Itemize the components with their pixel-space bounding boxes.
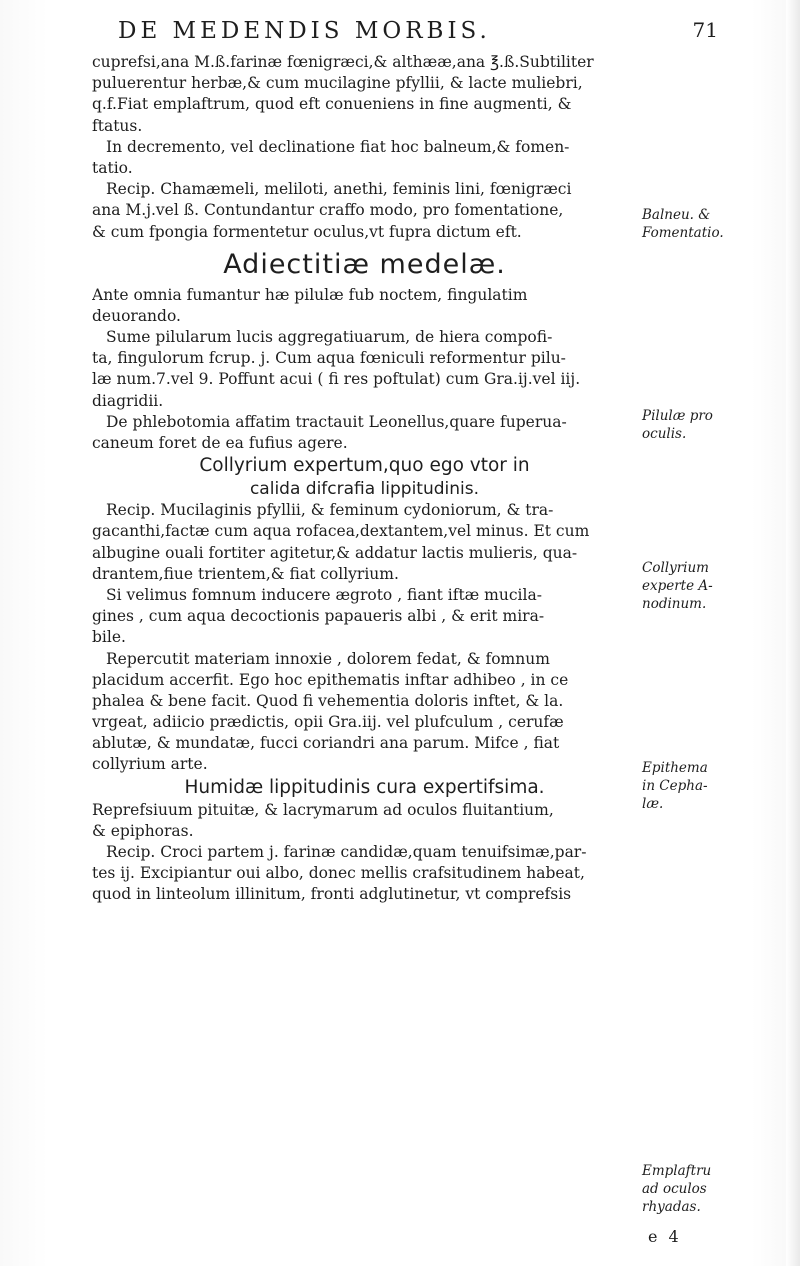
margin-note-experte: experte A- xyxy=(642,578,713,594)
text-line: Recip. Mucilaginis pfyllii, & feminum cydoniorum, & tra- xyxy=(106,501,554,520)
text-line: ana M.j.vel ß. Contundantur craffo modo, pro fomentatione, xyxy=(92,201,564,220)
section-heading-humidae: Humidæ lippitudinis cura expertifsima. xyxy=(184,776,545,798)
text-line: Ante omnia fumantur hæ pilulæ fub noctem, fingulatim xyxy=(92,285,528,304)
text-line: De phlebotomia affatim tractauit Leonellus,quare fuperua- xyxy=(106,412,567,431)
text-line: collyrium arte. xyxy=(92,755,208,774)
signature-mark: e 4 xyxy=(648,1227,682,1246)
margin-note-balneum: Balneu. & xyxy=(642,207,711,223)
text-line: Recip. Croci partem j. farinæ candidæ,quam tenuifsimæ,par- xyxy=(106,843,587,861)
text-line: drantem,fiue trientem,& fiat collyrium. xyxy=(92,564,399,583)
text-line: placidum accerfit. Ego hoc epithematis inftar adhibeo , in ce xyxy=(92,670,569,689)
text-line: gines , cum aqua decoctionis papaueris albi , & erit mira- xyxy=(92,607,545,626)
margin-note-fomentatio: Fomentatio. xyxy=(642,225,724,241)
margin-note-rhyadas: rhyadas. xyxy=(642,1199,701,1215)
margin-note-ad-oculos: ad oculos xyxy=(642,1181,707,1197)
text-line: caneum foret de ea fufius agere. xyxy=(92,434,348,452)
text-line: phalea & bene facit. Quod fi vehementia doloris inftet, & la. xyxy=(92,691,564,710)
margin-note-collyrium: Collyrium xyxy=(642,560,709,576)
text-line: cuprefsi,ana M.ß.farinæ fœnigræci,& althææ,ana ℥.ß.Subtiliter xyxy=(92,53,594,71)
text-line: q.f.Fiat emplaftrum, quod eft conueniens in fine augmenti, & xyxy=(92,95,572,114)
margin-note-pilulae: Pilulæ pro xyxy=(642,408,713,424)
text-line: bile. xyxy=(92,628,126,647)
text-line: gacanthi,factæ cum aqua rofacea,dextantem,vel minus. Et cum xyxy=(92,522,590,541)
text-line: puluerentur herbæ,& cum mucilagine pfyllii, & lacte muliebri, xyxy=(92,74,583,93)
text-line: Sume pilularum lucis aggregatiuarum, de hiera compofi- xyxy=(106,328,553,347)
text-line: diagridii. xyxy=(92,391,164,410)
margin-note-emplastrum: Emplaftru xyxy=(642,1163,712,1179)
body-text xyxy=(92,52,637,906)
text-line: ta, fingulorum fcrup. j. Cum aqua fœniculi reformentur pilu- xyxy=(92,349,566,368)
text-line: & cum fpongia formentetur oculus,vt fupra dictum eft. xyxy=(92,222,522,241)
text-line: Repercutit materiam innoxie , dolorem fedat, & fomnum xyxy=(106,649,550,668)
text-line: ablutæ, & mundatæ, fucci coriandri ana parum. Mifce , fiat xyxy=(92,734,560,753)
margin-notes xyxy=(642,0,792,1266)
margin-note-oculis: oculis. xyxy=(642,426,687,442)
text-line: Reprefsiuum pituitæ, & lacrymarum ad oculos fluitantium, xyxy=(92,800,554,819)
text-line: quod in linteolum illinitum, fronti adglutinetur, vt comprefsis xyxy=(92,885,572,904)
section-heading-collyrium: Collyrium expertum,quo ego vtor in xyxy=(199,455,530,477)
page-number: 71 xyxy=(692,18,718,42)
text-line: vrgeat, adiicio prædictis, opii Gra.iij. vel plufculum , cerufæ xyxy=(92,713,564,732)
text-line: In decremento, vel declinatione fiat hoc balneum,& fomen- xyxy=(106,137,570,156)
margin-note-cephalae: in Cepha- xyxy=(642,778,708,794)
text-line: Recip. Chamæmeli, meliloti, anethi, feminis lini, fœnigræci xyxy=(106,180,572,199)
text-line: & epiphoras. xyxy=(92,821,194,840)
text-line: læ num.7.vel 9. Poffunt acui ( fi res poftulat) cum Gra.ij.vel iij. xyxy=(92,370,581,389)
page-header xyxy=(118,18,718,52)
text-line: deuorando. xyxy=(92,306,181,325)
text-line: albugine ouali fortiter agitetur,& addatur lactis mulieris, qua- xyxy=(92,543,578,562)
margin-note-epithema: Epithema xyxy=(642,760,708,776)
text-line: ftatus. xyxy=(92,116,143,135)
margin-note-nodinum: nodinum. xyxy=(642,596,707,612)
text-line: tes ij. Excipiantur oui albo, donec mellis crafsitudinem habeat, xyxy=(92,864,585,883)
section-subheading-collyrium: calida difcrafia lippitudinis. xyxy=(249,479,480,500)
margin-note-cephalae-end: læ. xyxy=(642,796,664,812)
section-heading-adiectitiae: Adiectitiæ medelæ. xyxy=(223,248,506,280)
running-head: DE MEDENDIS MORBIS. xyxy=(118,18,491,44)
text-line: Si velimus fomnum inducere ægroto , fiant iftæ mucila- xyxy=(106,585,542,604)
text-line: tatio. xyxy=(92,158,133,177)
